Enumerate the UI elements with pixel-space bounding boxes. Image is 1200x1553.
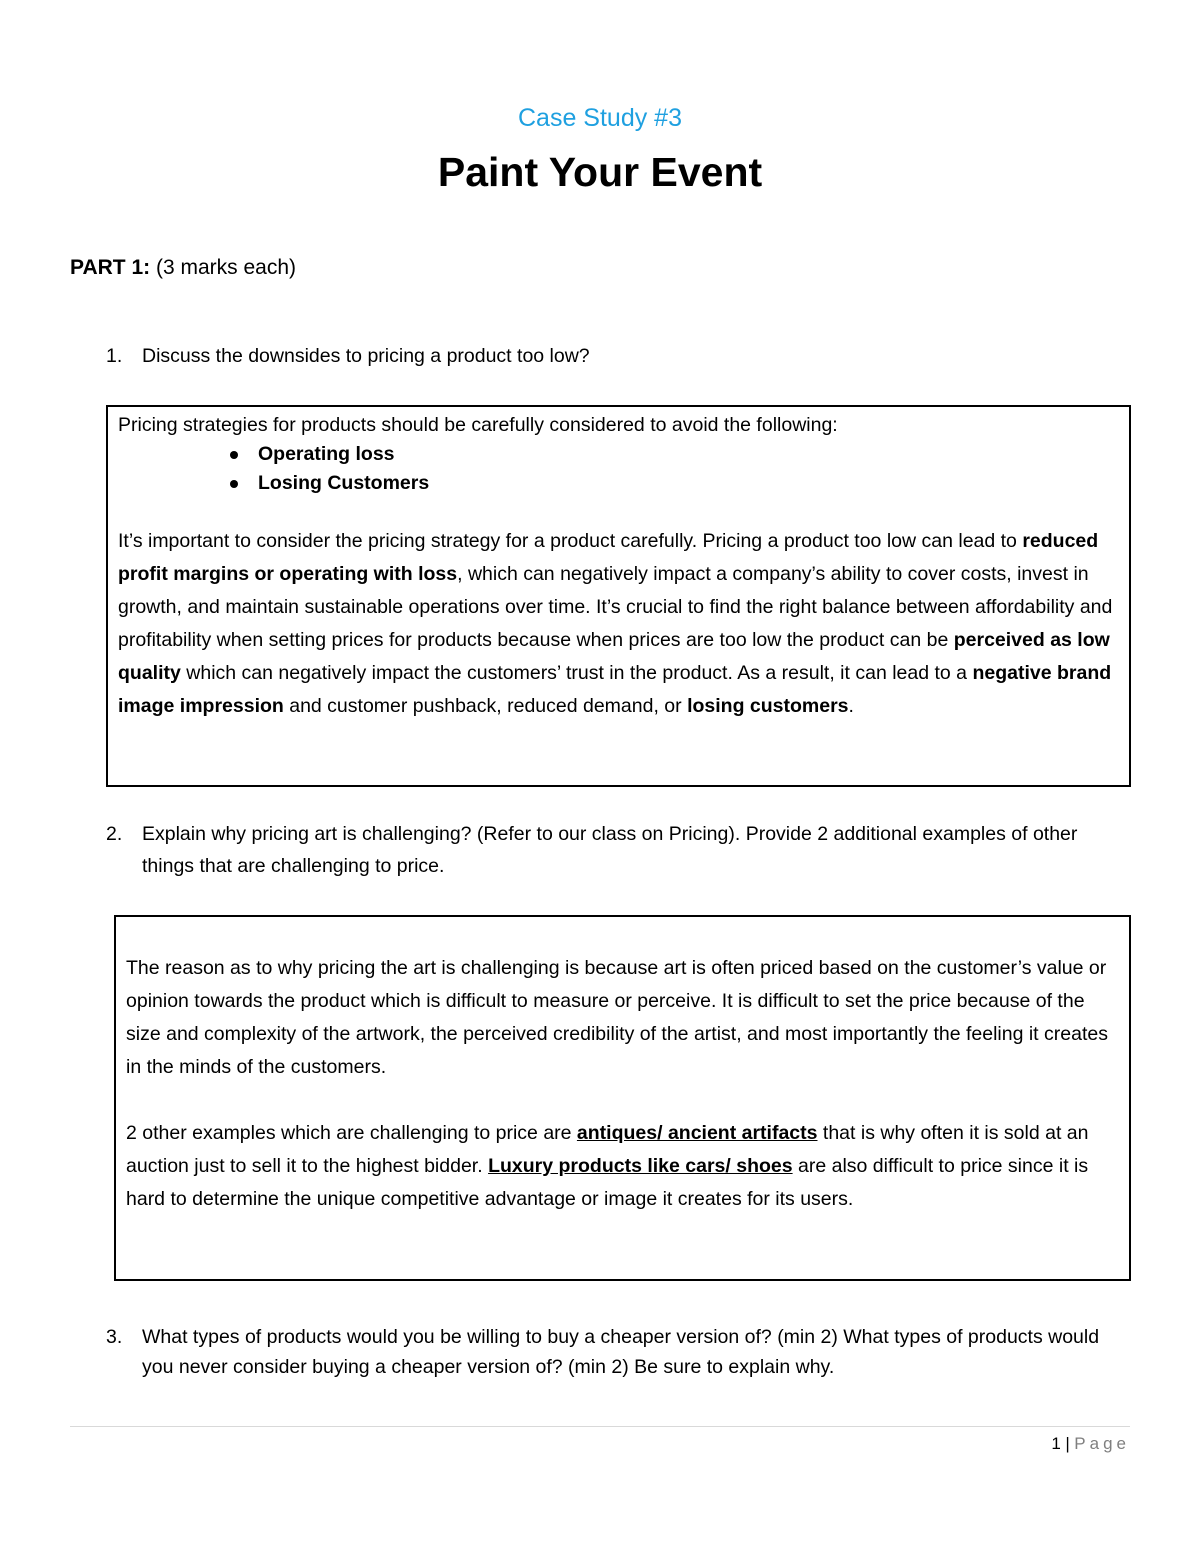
- answer-paragraph: 2 other examples which are challenging to price are antiques/ ancient artifacts that is why often it is sold at an auction just to sell it to the highest bidder. Luxury products like cars/ shoes are also difficult to price since it is hard to determine the unique competitive advantage or image it creates for its users.: [126, 1122, 1089, 1210]
- question-text: What types of products would you be willing to buy a cheaper version of? (min 2) What types of products would you never consider buying a cheaper version of? (min 2) Be sure to explain why.: [142, 1326, 1100, 1378]
- footer-separator: |: [1065, 1434, 1071, 1453]
- question-text: Discuss the downsides to pricing a product too low?: [142, 345, 590, 367]
- page-footer: [1051, 1432, 1130, 1456]
- question-number: 3.: [106, 1326, 123, 1348]
- question-number: 2.: [106, 823, 123, 845]
- page-number: 1: [1051, 1434, 1062, 1453]
- bullet-list: [118, 440, 1119, 498]
- bullet-icon: [230, 451, 238, 459]
- bullet-icon: [230, 480, 238, 488]
- document-title: Paint Your Event: [437, 149, 763, 195]
- part-marks: (3 marks each): [150, 256, 296, 279]
- case-study-label: Case Study #3: [518, 104, 682, 132]
- answer-box-2: [114, 915, 1131, 1281]
- part-label: PART 1:: [70, 256, 151, 279]
- answer-paragraph: The reason as to why pricing the art is challenging is because art is often priced based on the customer’s value or opinion towards the product which is difficult to measure or perceive. It is difficult to set the price because of the size and complexity of the artwork, the perceived credibility of the artist, and most importantly the feeling it creates in the minds of the customers.: [126, 957, 1108, 1078]
- question-number: 1.: [106, 345, 123, 367]
- question-text: Explain why pricing art is challenging? (Refer to our class on Pricing). Provide 2 additional examples of other things that are challenging to price.: [142, 823, 1078, 877]
- answer-intro: Pricing strategies for products should be carefully considered to avoid the following:: [118, 414, 838, 436]
- answer-paragraph: It’s important to consider the pricing strategy for a product carefully. Pricing a product too low can lead to reduced profit margins or operating with loss, which can negatively impact a company’s ability to cover costs, invest in growth, and maintain sustainable operations over time. It’s crucial to find the right balance between affordability and profitability when setting prices for products because when prices are too low the product can be perceived as low quality which can negatively impact the customers’ trust in the product. As a result, it can lead to a negative brand image impression and customer pushback, reduced demand, or losing customers.: [118, 530, 1113, 717]
- bullet-item: Losing Customers: [118, 469, 1119, 498]
- page-label: Page: [1074, 1434, 1130, 1453]
- bullet-item: Operating loss: [118, 440, 1119, 469]
- answer-box-1: [106, 405, 1131, 787]
- part-heading: [70, 254, 296, 282]
- footer-divider: [70, 1426, 1130, 1427]
